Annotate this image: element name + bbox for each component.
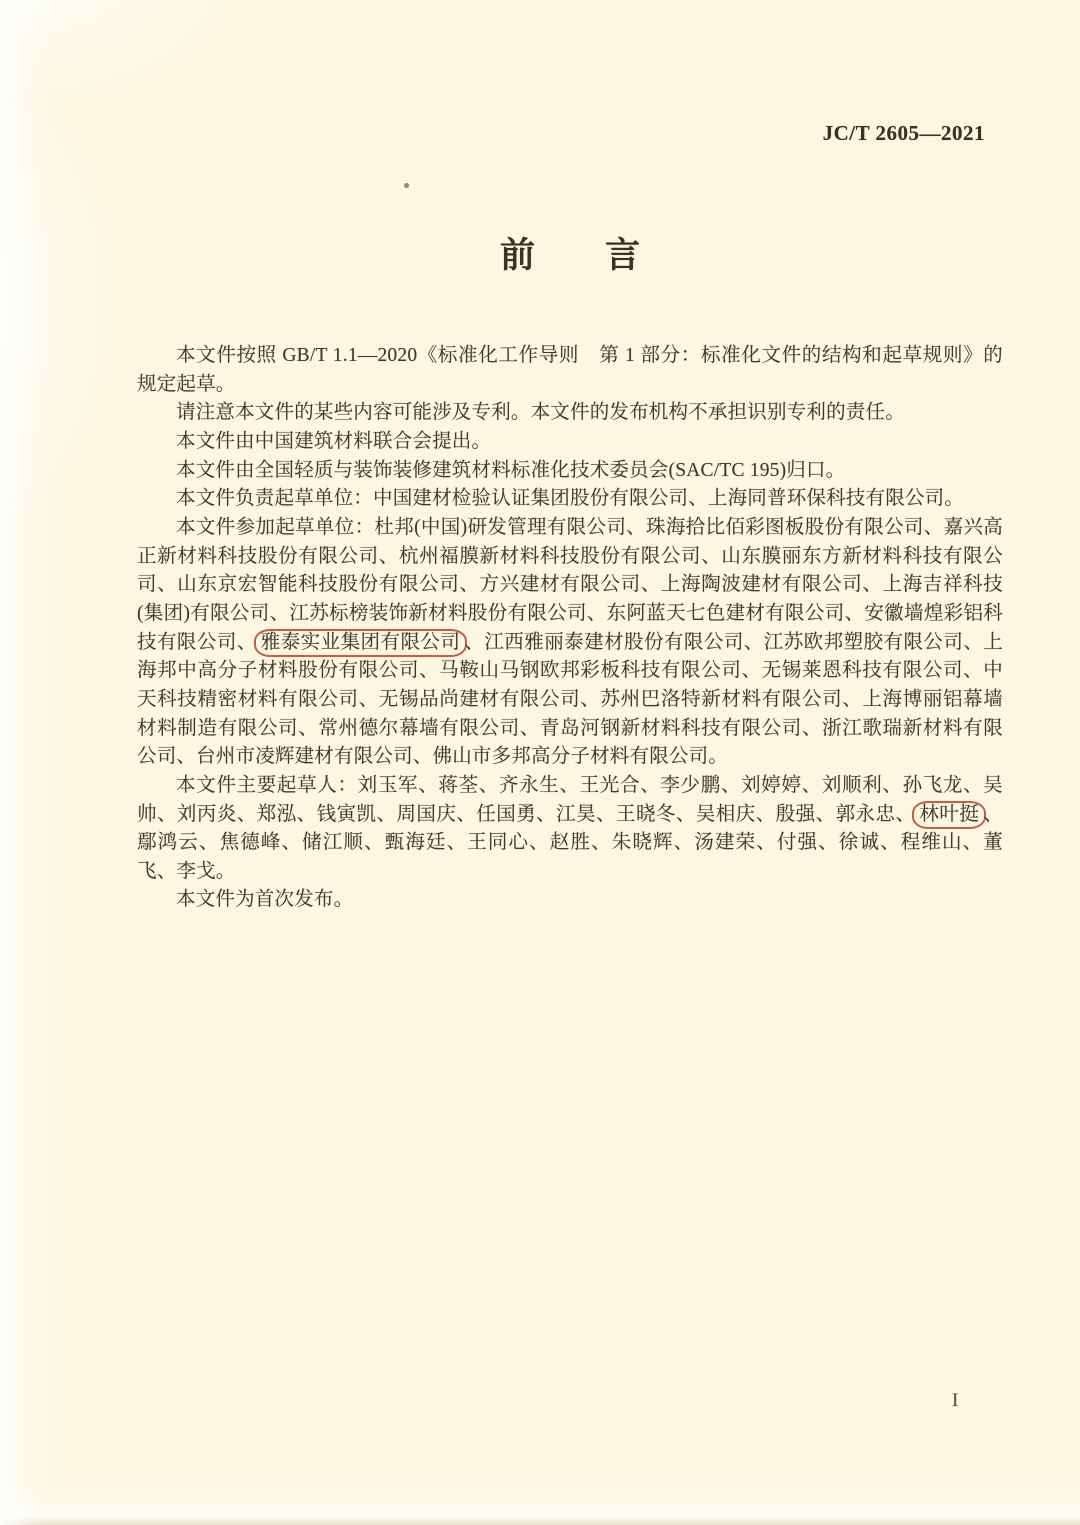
red-circle-annotation-yatai: 雅泰实业集团有限公司 <box>254 629 468 657</box>
standard-number: JC/T 2605—2021 <box>822 121 985 145</box>
drafters-text-before: 本文件主要起草人：刘玉军、蒋荃、齐永生、王光合、李少鹏、刘婷婷、刘顺利、孙飞龙、吴帅、刘丙炎、郑泓、钱寅凯、周国庆、任国勇、江昊、王晓冬、吴相庆、殷强、郭永忠、 <box>137 774 1003 825</box>
participating-units-text-after: 、江西雅丽泰建材股份有限公司、江苏欧邦塑胶有限公司、上海邦中高分子材料股份有限公司、马鞍山马钢欧邦彩板科技有限公司、无锡莱恩科技有限公司、中天科技精密材料有限公司、无锡品尚建材有限公司、苏州巴洛特新材料有限公司、上海博丽铝幕墙材料制造有限公司、常州德尔幕墙有限公司、青岛河钢新材料科技有限公司、浙江歌瑞新材料有限公司、台州市凌辉建材有限公司、佛山市多邦高分子材料有限公司。 <box>137 631 1003 768</box>
paragraph-first-release: 本文件为首次发布。 <box>176 889 354 911</box>
paragraph-patent-notice: 请注意本文件的某些内容可能涉及专利。本文件的发布机构不承担识别专利的责任。 <box>176 402 905 424</box>
page-title-foreword: 前 言 <box>499 236 640 275</box>
page-number: I <box>952 1390 959 1411</box>
paragraph-jurisdiction: 本文件由全国轻质与装饰装修建筑材料标准化技术委员会(SAC/TC 195)归口。 <box>176 459 846 481</box>
paragraph-drafting-basis: 本文件按照 GB/T 1.1—2020《标准化工作导则 第 1 部分：标准化文件的结构和起草规则》的规定起草。 <box>137 345 1003 395</box>
foreword-body <box>137 342 1003 915</box>
paragraph-drafters <box>137 772 1003 887</box>
paragraph-proposed-by: 本文件由中国建筑材料联合会提出。 <box>176 430 492 452</box>
paragraph-responsible-units: 本文件负责起草单位：中国建材检验认证集团股份有限公司、上海同普环保科技有限公司。 <box>176 488 965 510</box>
scan-speck <box>404 183 409 188</box>
red-circle-annotation-linyeting: 林叶挺 <box>912 801 986 829</box>
drafters-text-after: 、鄢鸿云、焦德峰、储江顺、甄海廷、王同心、赵胜、朱晓辉、汤建荣、付强、徐诚、程维山、董飞、李戈。 <box>137 803 1003 882</box>
participating-units-text-before: 本文件参加起草单位：杜邦(中国)研发管理有限公司、珠海拾比佰彩图板股份有限公司、嘉兴高正新材料科技股份有限公司、杭州福膜新材料科技股份有限公司、山东膜丽东方新材料科技有限公司、山东京宏智能科技股份有限公司、方兴建材有限公司、上海陶波建材有限公司、上海吉祥科技(集团)有限公司、江苏标榜装饰新材料股份有限公司、东阿蓝天七色建材有限公司、安徽墙煌彩铝科技有限公司、 <box>137 516 1003 653</box>
paragraph-participating-units <box>137 514 1003 772</box>
